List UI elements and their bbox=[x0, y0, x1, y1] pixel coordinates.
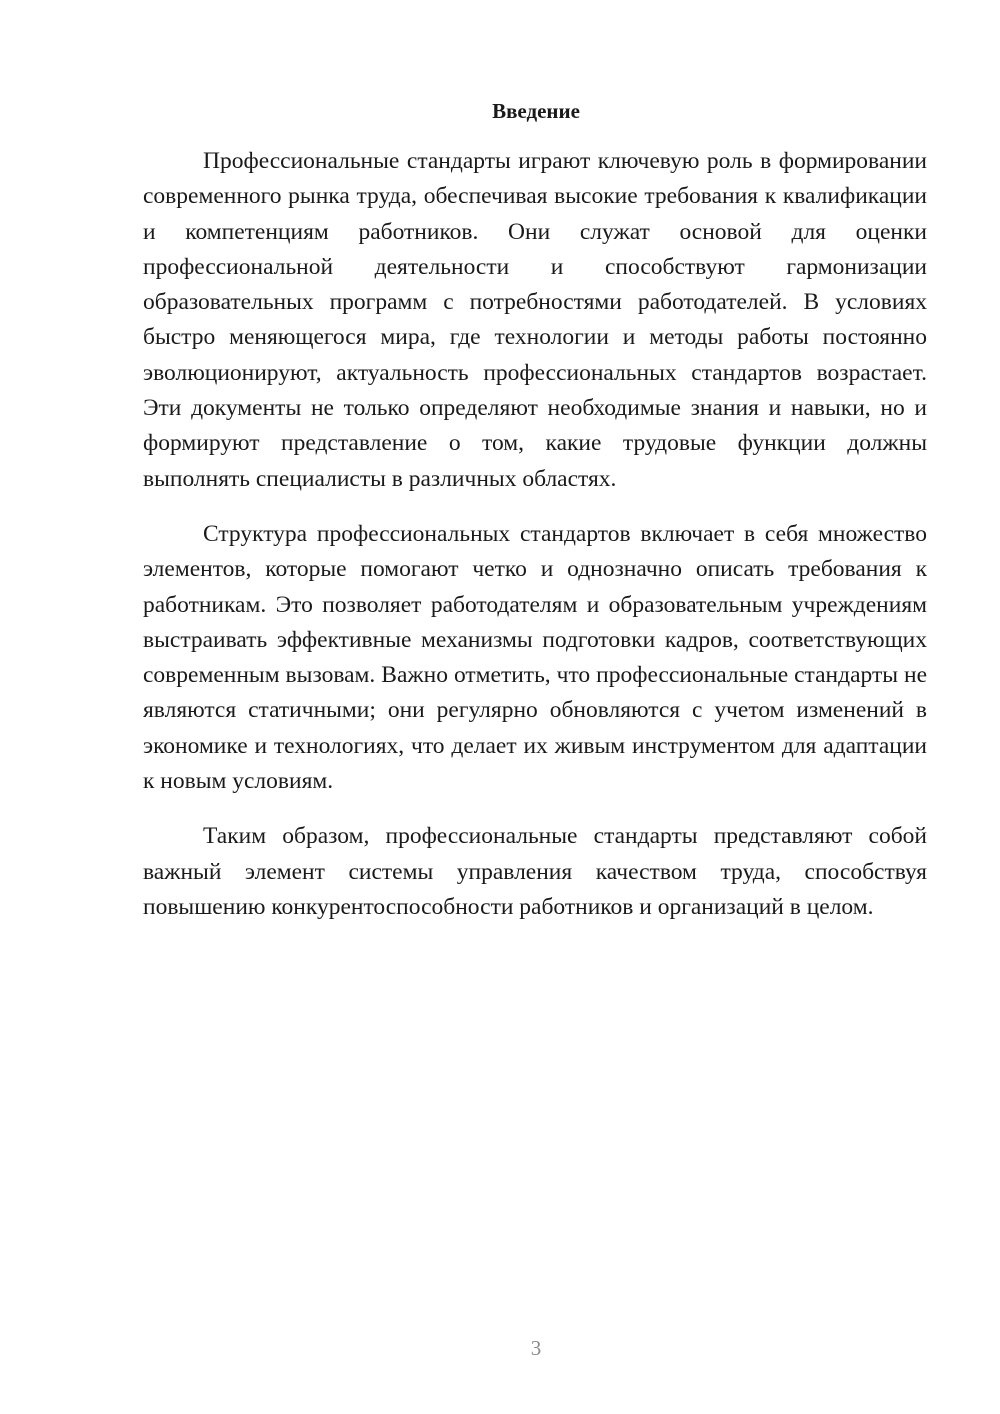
paragraph-1: Профессиональные стандарты играют ключевую роль в формировании современного рынка труда, обеспечивая высокие требования к квалификации и компетенциям работников. Они служат основой для оценки профессиональной деятельности и способствуют гармонизации образовательных программ с потребностями работодателей. В условиях быстро меняющегося мира, где технологии и методы работы постоянно эволюционируют, актуальность профессиональных стандартов возрастает. Эти документы не только определяют необходимые знания и навыки, но и формируют представление о том, какие трудовые функции должны выполнять специалисты в различных областях. bbox=[143, 148, 927, 492]
paragraph-2: Структура профессиональных стандартов включает в себя множество элементов, которые помогают четко и однозначно описать требования к работникам. Это позволяет работодателям и образовательным учреждениям выстраивать эффективные механизмы подготовки кадров, соответствующих современным вызовам. Важно отметить, что профессиональные стандарты не являются статичными; они регулярно обновляются с учетом изменений в экономике и технологиях, что делает их живым инструментом для адаптации к новым условиям. bbox=[143, 520, 927, 795]
paragraph-3: Таким образом, профессиональные стандарты представляют собой важный элемент системы управления качеством труда, способствуя повышению конкурентоспособности работников и организаций в целом. bbox=[143, 823, 927, 920]
page-number: 3 bbox=[530, 1336, 542, 1360]
section-heading: Введение bbox=[492, 99, 580, 123]
document-body bbox=[143, 144, 927, 925]
